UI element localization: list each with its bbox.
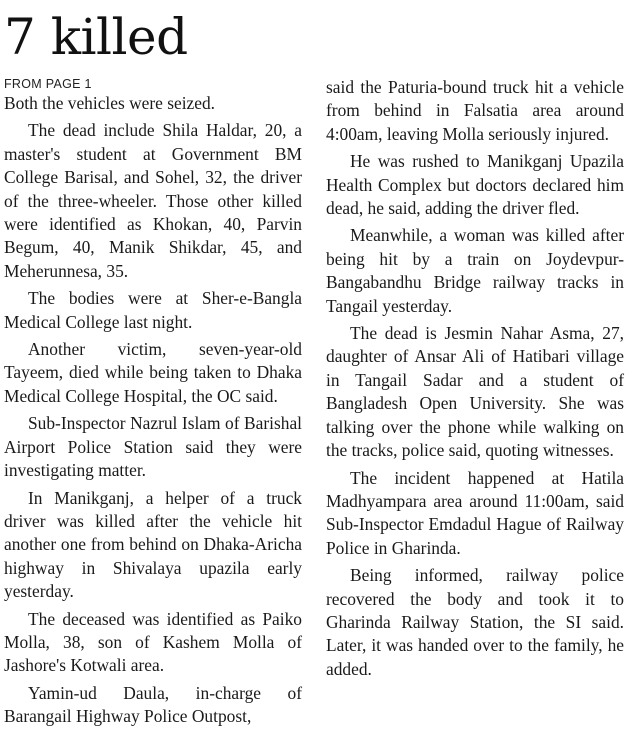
article-paragraph: The incident happened at Hatila Madhyampara area around 11:00am, said Sub-Inspector Emdadul Hague of Railway Police in Gharinda. [326,467,624,558]
article-paragraph: Both the vehicles were seized. [4,93,216,113]
headline: 7 killed [4,8,188,66]
article-paragraph: The dead is Jesmin Nahar Asma, 27, daughter of Ansar Ali of Hatibari village in Tangail Sadar and a student of Bangladesh Open University. She was talking over the phone while walking on the tracks, police said, quoting witnesses. [326,323,624,461]
article-paragraph: The bodies were at Sher-e-Bangla Medical College last night. [4,288,302,332]
article-paragraph: Being informed, railway police recovered the body and took it to Gharinda Railway Station, the SI said. Later, it was handed over to the family, he added. [326,565,624,679]
article-column-left [4,76,302,727]
article-paragraph: In Manikganj, a helper of a truck driver was killed after the vehicle hit another one from behind on Dhaka-Aricha highway in Shivalaya upazila early yesterday. [4,487,302,602]
continuation-label: FROM PAGE 1 [4,77,92,91]
article-column-right [326,76,624,679]
article-paragraph: Yamin-ud Daula, in-charge of Barangail Highway Police Outpost, [4,682,302,727]
article-paragraph: Another victim, seven-year-old Tayeem, died while being taken to Dhaka Medical College Hospital, the OC said. [4,339,302,406]
article-paragraph: Sub-Inspector Nazrul Islam of Barishal Airport Police Station said they were investigating matter. [4,413,302,481]
article-paragraph: The dead include Shila Haldar, 20, a master's student at Government BM College Barisal, and Sohel, 32, the driver of the three-wheeler. Those other killed were identified as Khokan, 40, Parvin Begum, 40, Manik Shikdar, 45, and Meherunnesa, 35. [4,120,302,281]
article-paragraph: He was rushed to Manikganj Upazila Health Complex but doctors declared him dead, he said, adding the driver fled. [326,151,624,219]
article-paragraph: The deceased was identified as Paiko Molla, 38, son of Kashem Molla of Jashore's Kotwali area. [4,608,302,676]
article-paragraph: said the Paturia-bound truck hit a vehicle from behind in Falsatia area around 4:00am, leaving Molla seriously injured. [326,77,624,144]
article-paragraph: Meanwhile, a woman was killed after being hit by a train on Joydevpur-Bangabandhu Bridge railway tracks in Tangail yesterday. [326,225,624,316]
